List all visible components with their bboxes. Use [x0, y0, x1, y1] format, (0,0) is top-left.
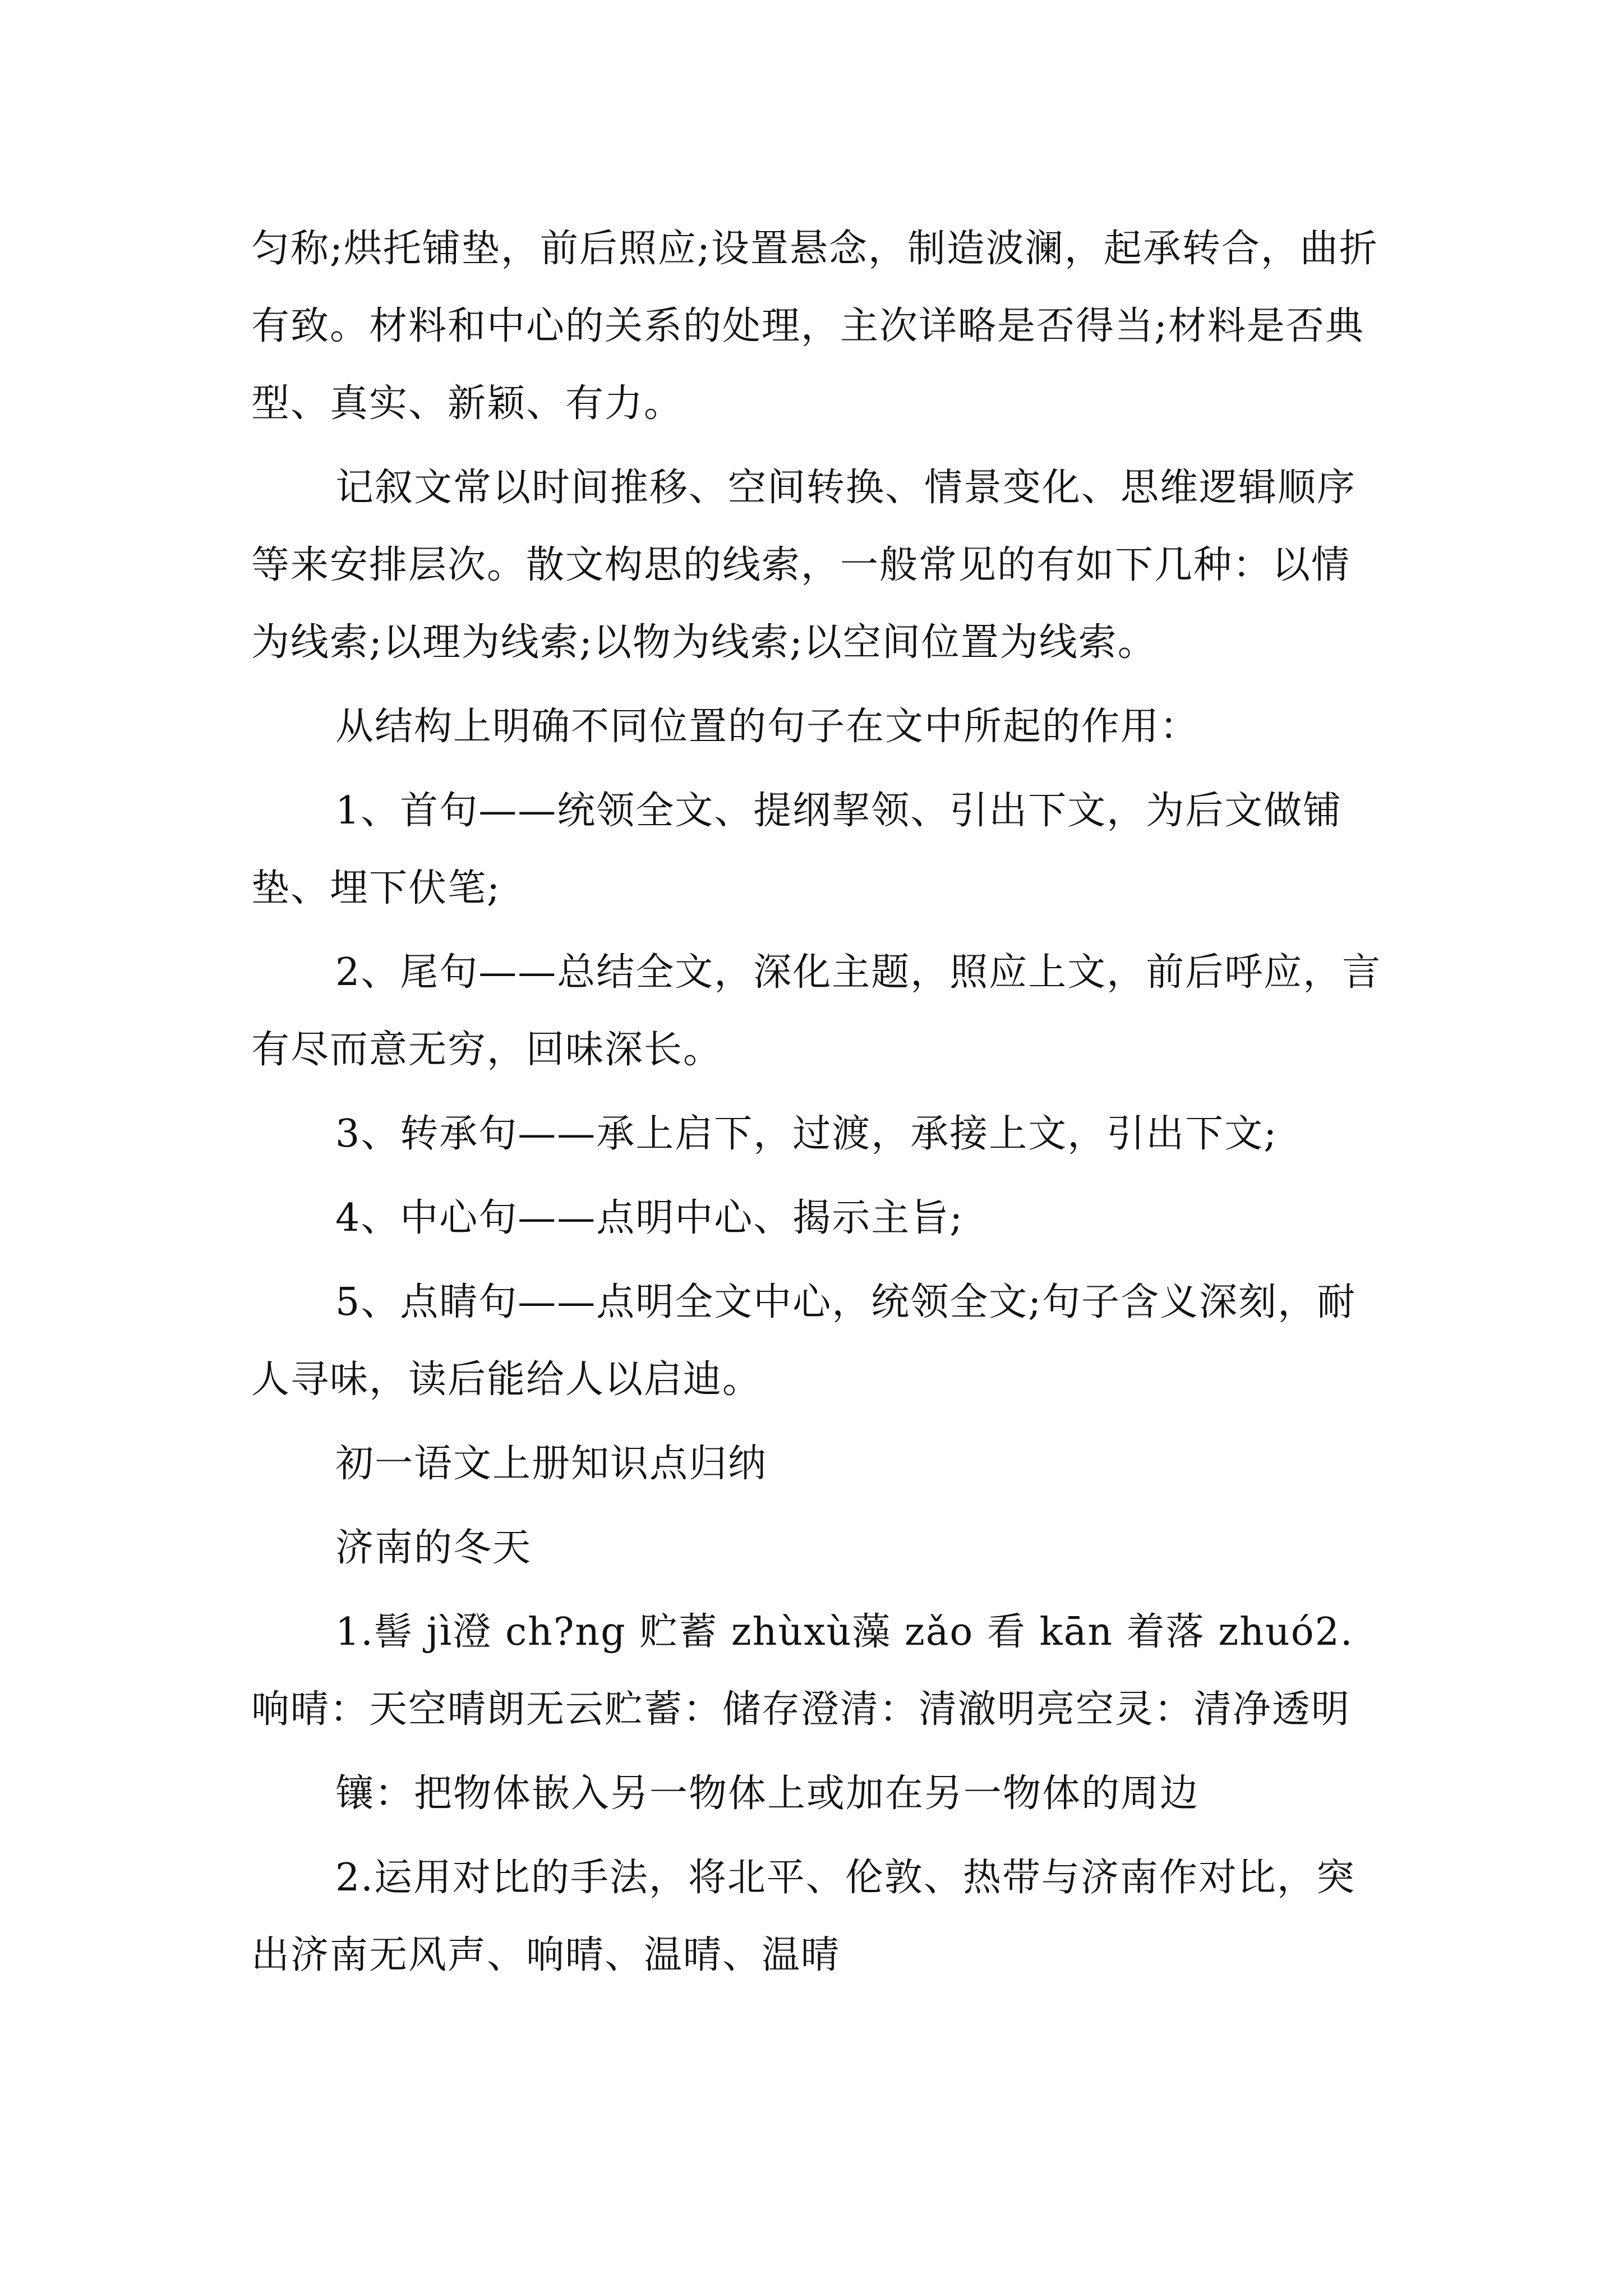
paragraph: 1.髻 jì澄 ch?ng 贮蓄 zhùxù藻 zǎo 看 kān 着落 zhuó2.响晴：天空晴朗无云贮蓄：储存澄清：清澈明亮空灵：清净透明 — [251, 1610, 1354, 1732]
paragraph: 2、尾句——总结全文，深化主题，照应上文，前后呼应，言有尽而意无穷，回味深长。 — [251, 950, 1382, 1072]
lesson-title: 济南的冬天 — [335, 1526, 532, 1570]
paragraph: 从结构上明确不同位置的句子在文中所起的作用： — [335, 705, 1200, 749]
paragraph: 匀称;烘托铺垫，前后照应;设置悬念，制造波澜，起承转合，曲折有致。材料和中心的关系的处理，主次详略是否得当;材料是否典型、真实、新颖、有力。 — [251, 227, 1378, 426]
section-heading: 初一语文上册知识点归纳 — [335, 1442, 768, 1486]
paragraph: 1、首句——统领全文、提纲挈领、引出下文，为后文做铺垫、埋下伏笔; — [251, 789, 1343, 910]
paragraph: 镶：把物体嵌入另一物体上或加在另一物体的周边 — [335, 1772, 1200, 1816]
paragraph: 2.运用对比的手法，将北平、伦敦、热带与济南作对比，突出济南无风声、响晴、温晴、温晴 — [251, 1856, 1355, 1977]
paragraph: 4、中心句——点明中心、揭示主旨; — [335, 1196, 964, 1240]
document-body — [251, 210, 1384, 2001]
paragraph: 3、转承句——承上启下，过渡，承接上文，引出下文; — [335, 1112, 1278, 1156]
paragraph: 5、点睛句——点明全文中心，统领全文;句子含义深刻，耐人寻味，读后能给人以启迪。 — [251, 1280, 1357, 1402]
paragraph: 记叙文常以时间推移、空间转换、情景变化、思维逻辑顺序等来安排层次。散文构思的线索，一般常见的有如下几种：以情为线索;以理为线索;以物为线索;以空间位置为线索。 — [251, 466, 1357, 665]
